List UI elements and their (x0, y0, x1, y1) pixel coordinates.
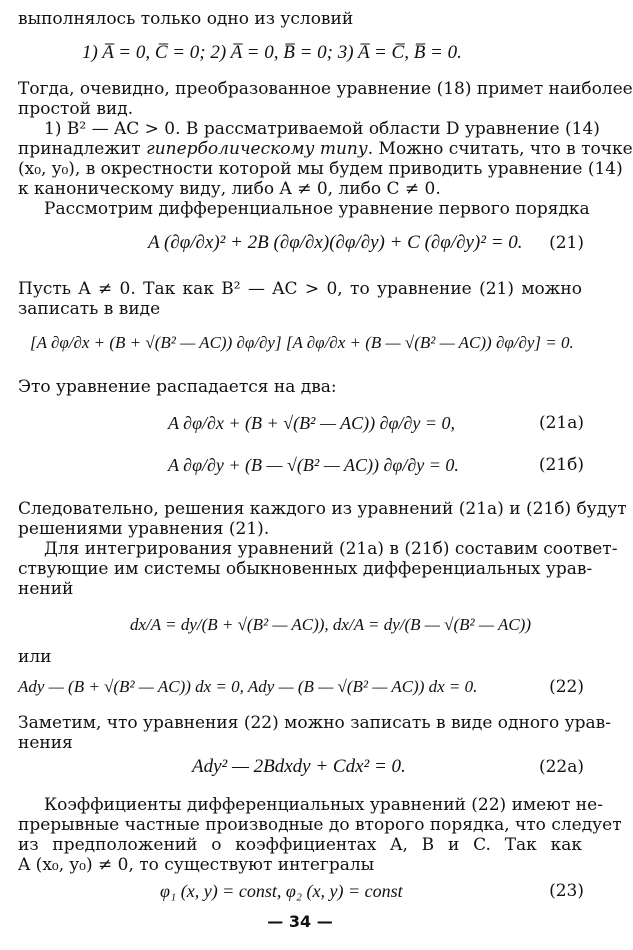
text-line: Рассмотрим дифференциальное уравнение первого порядка (44, 199, 590, 219)
equation-number: (21а) (538, 413, 584, 433)
text-line: Заметим, что уравнения (22) можно записать в виде одного урав- (18, 713, 611, 733)
text-line: нений (18, 579, 74, 599)
equation-system: dx/A = dy/(B + √(B² — AC)), dx/A = dy/(B — √(B² — AC)) (130, 615, 532, 634)
text-line: простой вид. (18, 99, 134, 119)
text-line: Тогда, очевидно, преобразованное уравнение (18) примет наиболее (18, 79, 633, 99)
text-line (18, 138, 633, 160)
text-line: записать в виде (18, 299, 161, 319)
text-fragment: принадлежит (18, 139, 147, 159)
equation-22a: Ady² — 2Bdxdy + Cdx² = 0. (192, 756, 406, 777)
equation-23: φ₁ (x, y) = const, φ₂ (x, y) = const (160, 881, 403, 901)
italic-term: гиперболическому типу (146, 139, 368, 159)
equation-21: A (∂φ/∂x)² + 2B (∂φ/∂x)(∂φ/∂y) + C (∂φ/∂y)² = 0. (148, 232, 523, 253)
text-line: Пусть A ≠ 0. Так как B² — AC > 0, то уравнение (21) можно (18, 279, 582, 299)
text-line: к каноническому виду, либо A ≠ 0, либо C ≠ 0. (18, 179, 441, 199)
equation-number: (21) (549, 233, 584, 253)
text-line: Следовательно, решения каждого из уравнений (21а) и (21б) будут (18, 499, 627, 519)
text-line: Коэффициенты дифференциальных уравнений (22) имеют не- (44, 795, 603, 815)
text-line: из предположений о коэффициентах A, B и C. Так как (18, 835, 582, 855)
page-number: — 34 — (267, 912, 333, 931)
text-line: A (x₀, y₀) ≠ 0, то существуют интегралы (18, 855, 375, 875)
text-line: или (18, 647, 52, 667)
text-line: Это уравнение распадается на два: (18, 377, 337, 397)
text-line: прерывные частные производные до второго порядка, что следует (18, 815, 622, 835)
equation-22: Ady — (B + √(B² — AC)) dx = 0, Ady — (B — √(B² — AC)) dx = 0. (18, 677, 478, 696)
text-fragment: . Можно считать, что в точке (367, 139, 633, 159)
equation-number: (23) (549, 881, 584, 901)
equation-number: (21б) (538, 455, 584, 475)
text-line: выполнялось только одно из условий (18, 9, 354, 29)
text-line: (x₀, y₀), в окрестности которой мы будем приводить уравнение (14) (18, 159, 623, 179)
text-line: ствующие им системы обыкновенных дифференциальных урав- (18, 559, 593, 579)
equation-factored: [A ∂φ/∂x + (B + √(B² — AC)) ∂φ/∂y] [A ∂φ/∂x + (B — √(B² — AC)) ∂φ/∂y] = 0. (30, 333, 574, 352)
text-line: решениями уравнения (21). (18, 519, 270, 539)
equation-conditions: 1) A̅ = 0, C̅ = 0; 2) A̅ = 0, B̅ = 0; 3) A̅ = C̅, B̅ = 0. (82, 42, 462, 63)
text-line: нения (18, 733, 73, 753)
equation-number: (22а) (538, 757, 584, 777)
text-line: Для интегрирования уравнений (21а) в (21б) составим соответ- (44, 539, 618, 559)
equation-number: (22) (549, 677, 584, 697)
text-line: 1) B² — AC > 0. В рассматриваемой области D уравнение (14) (44, 119, 600, 139)
equation-21a: A ∂φ/∂x + (B + √(B² — AC)) ∂φ/∂y = 0, (168, 413, 456, 433)
equation-21b: A ∂φ/∂y + (B — √(B² — AC)) ∂φ/∂y = 0. (168, 455, 459, 475)
